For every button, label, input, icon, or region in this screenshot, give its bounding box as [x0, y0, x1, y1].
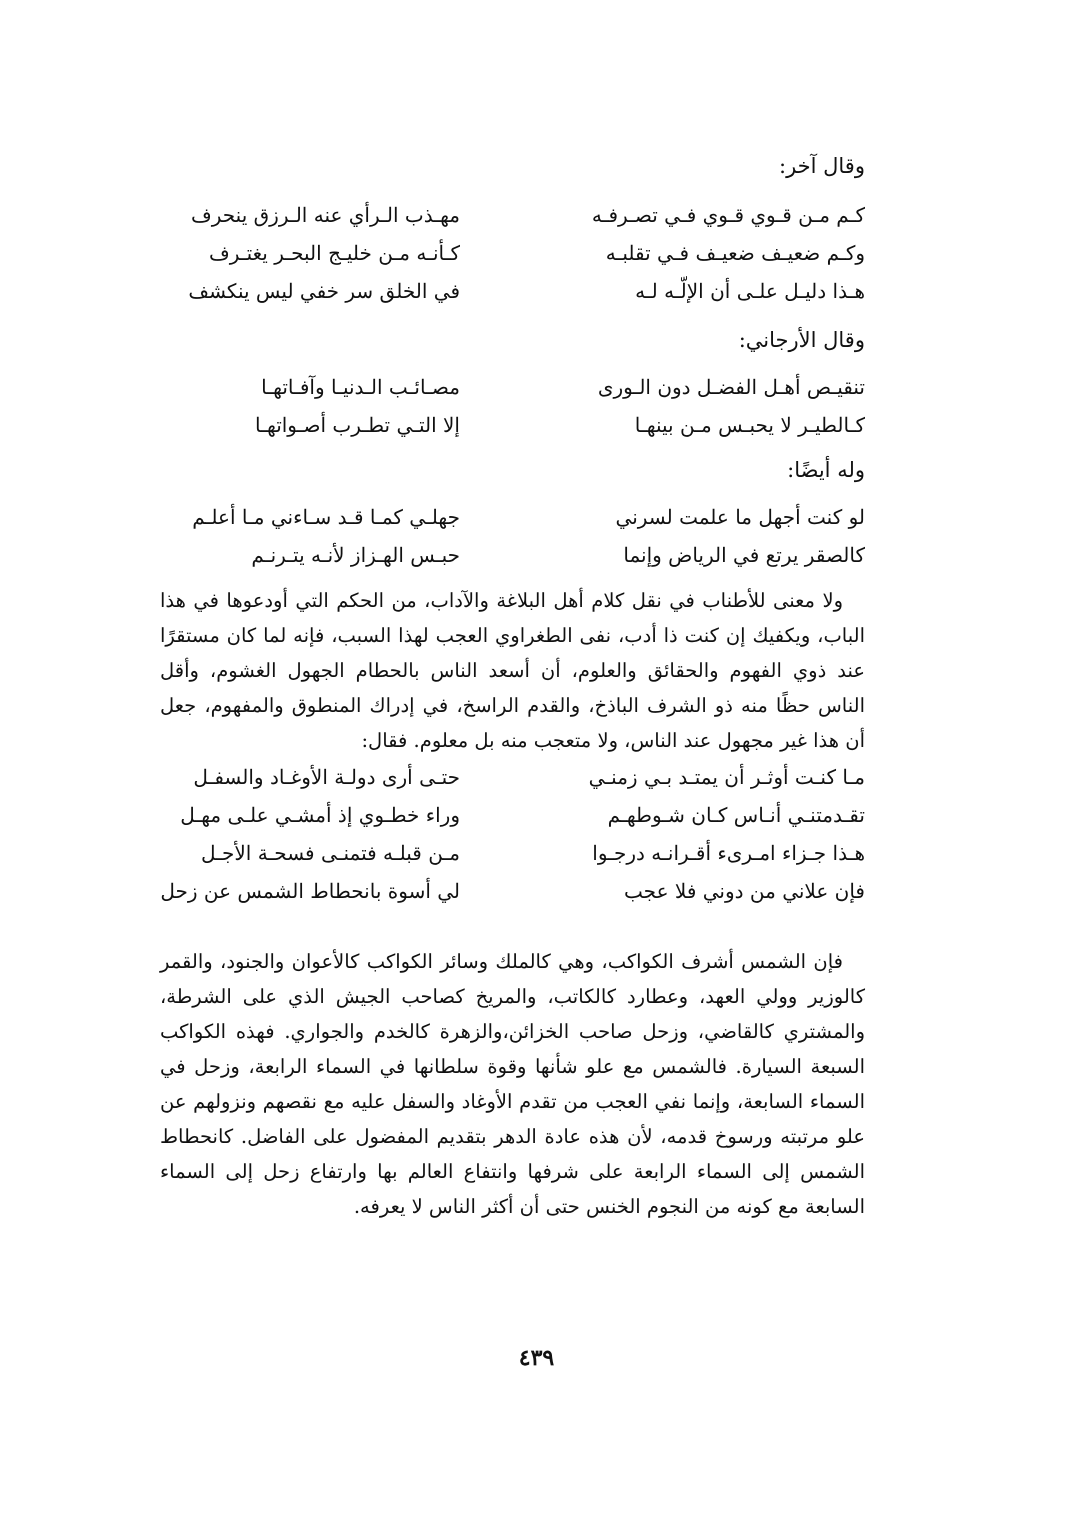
second-hemistich: في الخلق سر خفي ليس ينكشف	[188, 279, 460, 303]
second-hemistich: مهـذب الـرأي عنه الـرزق ينحرف	[191, 203, 460, 227]
verse	[160, 498, 865, 536]
verse	[160, 796, 865, 834]
second-hemistich: وراء خطـوي إذ أمشـي علـى مهـل	[180, 803, 460, 827]
verse	[160, 834, 865, 872]
second-hemistich: إلا التـي تطـرب أصـواتهـا	[255, 413, 460, 437]
first-hemistich: مـا كنـت أوثـر أن يمتـد بـي زمنـي	[588, 765, 865, 789]
verse	[160, 272, 865, 310]
second-hemistich: كـأنـه مـن خليـج البحـر يغتـرف	[208, 241, 460, 265]
second-hemistich: لي أسوة بانحطاط الشمس عن زحل	[160, 879, 460, 903]
first-hemistich: لو كنت أجهل ما علمت لسرني	[615, 505, 865, 529]
first-hemistich: كـالطيـر لا يحبـس مـن بينهـا	[634, 413, 865, 437]
section-heading: وله أيضًا:	[787, 458, 865, 482]
second-hemistich: حتـى أرى دولـة الأوغـاد والسفـل	[193, 765, 460, 789]
section-heading: وقال آخر:	[779, 154, 865, 178]
first-hemistich: فإن علاني من دوني فلا عجب	[624, 879, 865, 903]
verse	[160, 758, 865, 796]
section-heading: وقال الأرجاني:	[738, 328, 865, 352]
verse	[160, 196, 865, 234]
poem-1	[160, 196, 865, 310]
second-hemistich: جهلـي كمـا قـد سـاءني مـا أعلـم	[192, 505, 460, 529]
poem-tughrai	[160, 758, 865, 910]
first-hemistich: كالصقر يرتع في الرياض وإنما	[623, 543, 865, 567]
verse	[160, 406, 865, 444]
second-hemistich: حبـس الهـزاز لأنـه يتـرنـم	[251, 543, 460, 567]
verse	[160, 368, 865, 406]
page-number: ٤٣٩	[518, 1345, 555, 1371]
poem-2	[160, 368, 865, 444]
first-hemistich: هـذا دليـل علـى أن الإلّـه لـه	[635, 279, 865, 303]
second-hemistich: مصـائـب الـدنيـا وآفـاتهـا	[261, 375, 460, 399]
verse	[160, 536, 865, 574]
section-2	[160, 322, 865, 358]
paragraph-2: فإن الشمس أشرف الكواكب، وهي كالملك وسائر الكواكب كالأعوان والجنود، والقمر كالوزير وولي العهد، وعطارد كالكاتب، والمريخ كصاحب الجيش الذي على الشرطة، والمشتري كالقاضي، وزحل صاحب الخزائن،والزهرة كالخدم والجواري. فهذه الكواكب السبعة السيارة. فالشمس مع علو شأنها وقوة سلطانها في السماء الرابعة، وزحل في السماء السابعة، وإنما نفي العجب من تقدم الأوغاد والسفل عليه مع نقصهم ونزولهم عن علو مرتبته ورسوخ قدمه، لأن هذه عادة الدهر بتقديم المفضول على الفاضل. كانحطاط الشمس إلى السماء الرابعة على شرفها وانتفاع العالم بها وارتفاع زحل إلى السماء السابعة مع كونه من النجوم الخنس حتى أن أكثر الناس لا يعرفه.	[160, 950, 865, 1218]
verse	[160, 872, 865, 910]
poem-3	[160, 498, 865, 574]
first-hemistich: وكـم ضعيـف ضعيـف فـي تقلبـه	[605, 241, 865, 265]
first-hemistich: تنقيـص أهـل الفضـل دون الـورى	[597, 375, 865, 399]
second-hemistich: مـن قبلـه فتمنـى فسحـة الأجـل	[201, 841, 460, 865]
section-3	[160, 452, 865, 488]
section-1	[160, 148, 865, 184]
first-hemistich: كـم مـن قـوي قـوي فـي تصـرفـه	[591, 203, 865, 227]
verse	[160, 234, 865, 272]
paragraph-1: ولا معنى للأطناب في نقل كلام أهل البلاغة والآداب، من الحكم التي أودعوها في هذا الباب، ويكفيك إن كنت ذا أدب، نفى الطغراوي العجب لهذا السبب، فإنه لما كان مستقرًا عند ذوي الفهوم والحقائق والعلوم، أن أسعد الناس بالحطام الجهول الغشوم، وأقل الناس حظًا منه ذو الشرف الباذخ، والقدم الراسخ، في إدراك المنطوق والمفهوم، جعل أن هذا غير مجهول عند الناس، ولا متعجب منه بل معلوم. فقال:	[160, 589, 865, 752]
first-hemistich: تقـدمتنـي أنـاس كـان شـوطهـم	[607, 803, 865, 827]
first-hemistich: هـذا جـزاء امـرىء أقـرانـه درجـوا	[592, 841, 865, 865]
